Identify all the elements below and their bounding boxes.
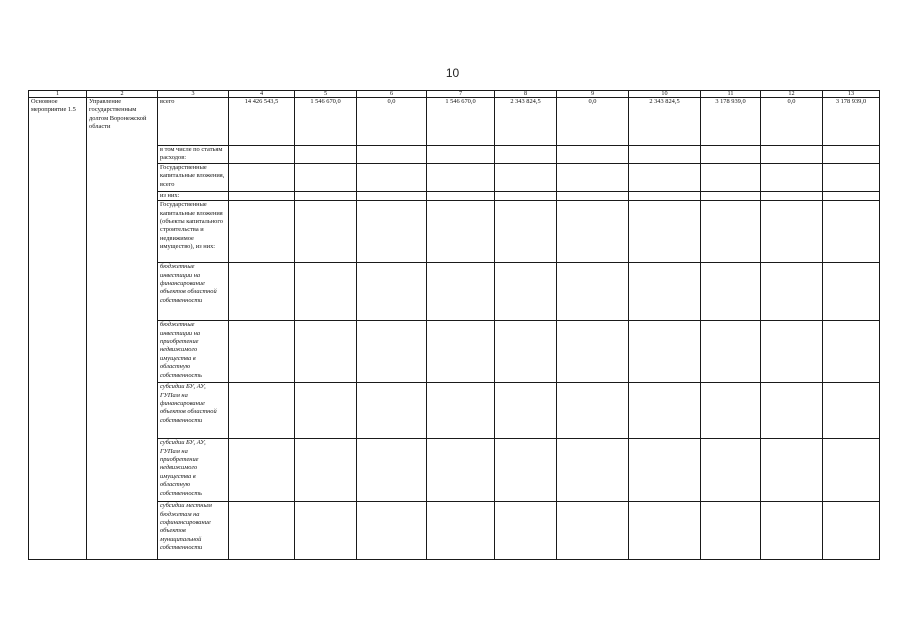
value-cell: [357, 201, 427, 263]
value-cell: [427, 502, 495, 560]
value-cell: [557, 263, 629, 321]
value-cell: [629, 502, 701, 560]
column-number: 10: [629, 91, 701, 98]
value-cell: [557, 502, 629, 560]
value-cell: [295, 502, 357, 560]
value-cell: [495, 502, 557, 560]
value-cell: [357, 439, 427, 502]
funding-type-cell: субсидии БУ, АУ, ГУПам на приобретение недвижимого имущества в областную собственность: [158, 439, 229, 502]
value-cell: [229, 163, 295, 191]
value-cell: [495, 263, 557, 321]
value-cell: [823, 502, 880, 560]
value-cell: [427, 321, 495, 383]
value-cell: [557, 146, 629, 164]
value-cell: [701, 191, 761, 200]
executor-cell: Управление государственным долгом Воронежской области: [87, 98, 158, 560]
value-cell: [295, 201, 357, 263]
value-cell: [823, 191, 880, 200]
value-cell: 3 178 939,0: [823, 98, 880, 146]
value-cell: 1 546 670,0: [295, 98, 357, 146]
value-cell: 1 546 670,0: [427, 98, 495, 146]
value-cell: [823, 163, 880, 191]
value-cell: [357, 321, 427, 383]
value-cell: [761, 146, 823, 164]
value-cell: [629, 191, 701, 200]
value-cell: [761, 321, 823, 383]
value-cell: [823, 263, 880, 321]
value-cell: [701, 502, 761, 560]
value-cell: [495, 146, 557, 164]
value-cell: [229, 146, 295, 164]
funding-type-cell: Государственные капитальные вложения (объекты капитального строительства и недвижимое имущество), из них:: [158, 201, 229, 263]
value-cell: [229, 321, 295, 383]
column-number: 11: [701, 91, 761, 98]
value-cell: [629, 263, 701, 321]
value-cell: [629, 383, 701, 439]
value-cell: [823, 439, 880, 502]
value-cell: [761, 263, 823, 321]
value-cell: [761, 191, 823, 200]
column-number: 4: [229, 91, 295, 98]
value-cell: [427, 263, 495, 321]
event-name-cell: Основное мероприятие 1.5: [29, 98, 87, 560]
value-cell: [495, 383, 557, 439]
value-cell: [761, 201, 823, 263]
value-cell: [427, 201, 495, 263]
value-cell: [229, 263, 295, 321]
value-cell: [701, 263, 761, 321]
column-number: 2: [87, 91, 158, 98]
value-cell: [427, 383, 495, 439]
funding-type-cell: бюджетные инвестиции на финансирование объектов областной собственности: [158, 263, 229, 321]
value-cell: [629, 201, 701, 263]
funding-type-cell: Государственные капитальные вложения, всего: [158, 163, 229, 191]
value-cell: [229, 439, 295, 502]
value-cell: [295, 383, 357, 439]
value-cell: [427, 439, 495, 502]
page-number: 10: [445, 66, 460, 80]
value-cell: [495, 201, 557, 263]
value-cell: [295, 163, 357, 191]
budget-table: [28, 90, 880, 560]
column-number: 7: [427, 91, 495, 98]
value-cell: 14 426 543,5: [229, 98, 295, 146]
value-cell: [629, 163, 701, 191]
value-cell: [557, 163, 629, 191]
value-cell: 2 343 824,5: [629, 98, 701, 146]
value-cell: [495, 321, 557, 383]
value-cell: [761, 163, 823, 191]
column-number: 8: [495, 91, 557, 98]
value-cell: [629, 439, 701, 502]
value-cell: [427, 163, 495, 191]
value-cell: [427, 146, 495, 164]
funding-type-cell: субсидии БУ, АУ, ГУПам на финансирование объектов областной собственности: [158, 383, 229, 439]
value-cell: [701, 321, 761, 383]
value-cell: [229, 201, 295, 263]
column-number: 6: [357, 91, 427, 98]
value-cell: [357, 191, 427, 200]
value-cell: [427, 191, 495, 200]
funding-type-cell: всего: [158, 98, 229, 146]
value-cell: [495, 163, 557, 191]
column-number: 12: [761, 91, 823, 98]
value-cell: [629, 321, 701, 383]
value-cell: 0,0: [557, 98, 629, 146]
value-cell: [357, 383, 427, 439]
value-cell: 0,0: [761, 98, 823, 146]
value-cell: [229, 502, 295, 560]
value-cell: [557, 383, 629, 439]
value-cell: [701, 163, 761, 191]
column-number: 3: [158, 91, 229, 98]
value-cell: [701, 383, 761, 439]
value-cell: [701, 201, 761, 263]
value-cell: [701, 439, 761, 502]
value-cell: [557, 439, 629, 502]
value-cell: [823, 383, 880, 439]
value-cell: [823, 201, 880, 263]
funding-type-cell: субсидии местным бюджетам на софинансирование объектов муниципальной собственности: [158, 502, 229, 560]
value-cell: [761, 383, 823, 439]
value-cell: [295, 321, 357, 383]
value-cell: [761, 439, 823, 502]
value-cell: [495, 191, 557, 200]
value-cell: [357, 502, 427, 560]
value-cell: [823, 146, 880, 164]
table-row: [29, 98, 880, 146]
funding-type-cell: из них:: [158, 191, 229, 200]
value-cell: [557, 321, 629, 383]
value-cell: 3 178 939,0: [701, 98, 761, 146]
value-cell: [295, 263, 357, 321]
column-number: 1: [29, 91, 87, 98]
value-cell: [357, 146, 427, 164]
value-cell: [823, 321, 880, 383]
value-cell: [295, 191, 357, 200]
value-cell: [557, 191, 629, 200]
value-cell: [557, 201, 629, 263]
funding-type-cell: бюджетные инвестиции на приобретение недвижимого имущества в областную собственность: [158, 321, 229, 383]
value-cell: [357, 163, 427, 191]
value-cell: [229, 383, 295, 439]
value-cell: [229, 191, 295, 200]
value-cell: [495, 439, 557, 502]
value-cell: [701, 146, 761, 164]
column-number: 13: [823, 91, 880, 98]
column-number: 9: [557, 91, 629, 98]
value-cell: [295, 439, 357, 502]
value-cell: [295, 146, 357, 164]
column-number: 5: [295, 91, 357, 98]
value-cell: [357, 263, 427, 321]
column-number-row: [29, 91, 880, 98]
value-cell: [629, 146, 701, 164]
value-cell: [761, 502, 823, 560]
funding-type-cell: в том числе по статьям расходов:: [158, 146, 229, 164]
value-cell: 0,0: [357, 98, 427, 146]
value-cell: 2 343 824,5: [495, 98, 557, 146]
